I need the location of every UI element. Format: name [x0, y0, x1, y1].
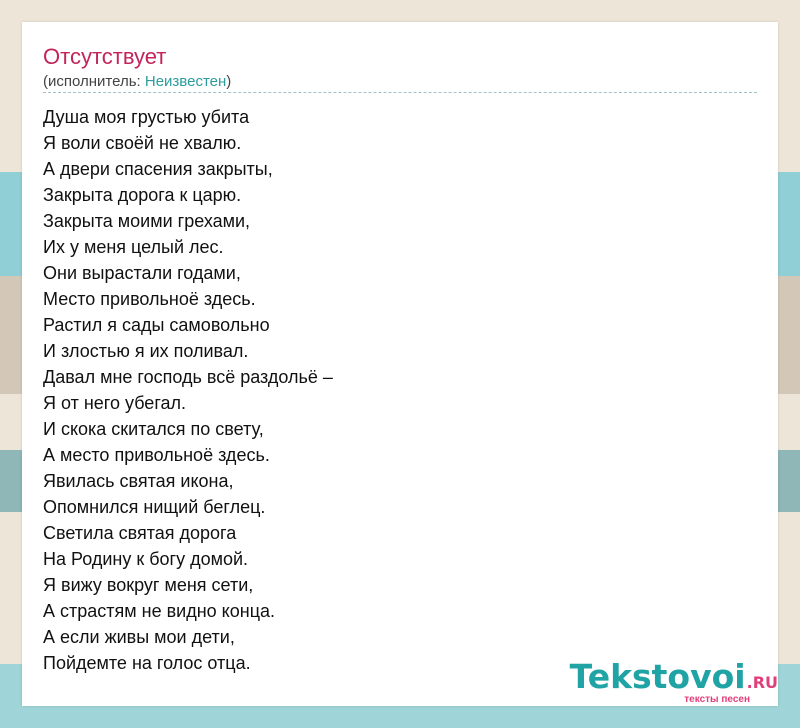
lyric-line: Давал мне господь всё раздольё – — [43, 367, 333, 387]
lyric-line: Закрыта моими грехами, — [43, 211, 251, 231]
lyric-line: А страстям не видно конца. — [43, 601, 276, 621]
logo-suffix: .RU — [746, 673, 778, 692]
lyric-line: И скока скитался по свету, — [43, 419, 264, 439]
lyric-line: На Родину к богу домой. — [43, 549, 249, 569]
artist-line — [43, 73, 231, 91]
song-title: Отсутствует — [43, 44, 167, 69]
artist-link[interactable]: Неизвестен — [144, 73, 227, 90]
lyric-line: Место привольноё здесь. — [43, 289, 256, 309]
logo-main-text: Tekstovoi — [569, 657, 746, 696]
site-logo[interactable] — [568, 658, 778, 708]
lyric-line: Растил я сады самовольно — [43, 315, 270, 335]
lyric-line: А если живы мои дети, — [43, 627, 235, 647]
lyric-line: Их у меня целый лес. — [43, 237, 224, 257]
dashed-divider — [43, 92, 757, 93]
logo-tagline: тексты песен — [684, 694, 750, 705]
lyric-line: Явилась святая икона, — [43, 471, 234, 491]
lyric-line: Я воли своёй не хвалю. — [43, 133, 242, 153]
artist-suffix: ) — [226, 73, 232, 90]
lyric-line: А место привольноё здесь. — [43, 445, 270, 465]
lyric-line: Закрыта дорога к царю. — [43, 185, 242, 205]
lyric-line: Душа моя грустью убита — [43, 107, 250, 127]
lyrics-card — [22, 22, 778, 706]
lyric-line: Они вырастали годами, — [43, 263, 241, 283]
lyric-line: И злостью я их поливал. — [43, 341, 249, 361]
artist-prefix: (исполнитель: — [43, 73, 145, 90]
lyric-line: Я от него убегал. — [43, 393, 186, 413]
lyric-line: Пойдемте на голос отца. — [43, 653, 251, 673]
lyrics-list — [43, 104, 333, 676]
lyric-line: Я вижу вокруг меня сети, — [43, 575, 254, 595]
lyric-line: А двери спасения закрыты, — [43, 159, 273, 179]
lyric-line: Опомнился нищий беглец. — [43, 497, 266, 517]
lyric-line: Светила святая дорога — [43, 523, 237, 543]
